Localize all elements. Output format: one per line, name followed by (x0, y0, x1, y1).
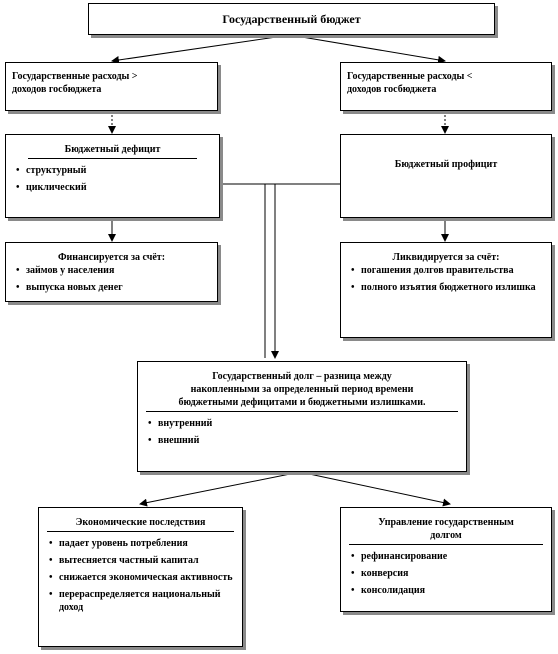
economic-consequences-box (38, 507, 243, 647)
deficit-financing-box (5, 242, 218, 302)
connector-root-left (112, 35, 290, 61)
expenses-below-line1: Государственные расходы < (347, 71, 473, 82)
list-item: • полного изъятия бюджетного излишка (349, 281, 543, 294)
debt-management-title-line1: Управление государственным (378, 517, 514, 528)
public-debt-list (146, 417, 458, 447)
surplus-liquidation-box (340, 242, 552, 338)
state-budget-box (88, 3, 495, 35)
public-debt-title-line1: Государственный долг – разница между (212, 371, 392, 382)
surplus-liquidation-title: Ликвидируется за счёт: (392, 252, 500, 263)
economic-consequences-list (47, 537, 234, 614)
budget-deficit-box (5, 134, 220, 218)
deficit-financing-list (14, 264, 209, 294)
list-item: • конверсия (349, 567, 543, 580)
list-item: • вытесняется частный капитал (47, 554, 234, 567)
list-item: • внутренний (146, 417, 458, 430)
list-item: • рефинансирование (349, 550, 543, 563)
budget-deficit-divider (28, 158, 197, 159)
list-item: • перераспределяется национальный доход (47, 588, 234, 614)
surplus-liquidation-list (349, 264, 543, 294)
expenses-below-line2: доходов госбюджета (347, 84, 437, 95)
budget-surplus-title: Бюджетный профицит (394, 159, 498, 170)
list-item: • циклический (14, 181, 211, 194)
debt-management-box (340, 507, 552, 612)
public-debt-title-line3: бюджетными дефицитами и бюджетными излишками. (178, 397, 426, 408)
public-debt-divider (146, 411, 458, 412)
expenses-exceed-box (5, 62, 218, 111)
list-item: • займов у населения (14, 264, 209, 277)
list-item: • структурный (14, 164, 211, 177)
budget-surplus-box (340, 134, 552, 218)
debt-management-list (349, 550, 543, 597)
list-item: • погашения долгов правительства (349, 264, 543, 277)
budget-deficit-title: Бюджетный дефицит (64, 144, 161, 155)
list-item: • снижается экономическая активность (47, 571, 234, 584)
public-debt-title-line2: накопленными за определенный период времени (190, 384, 414, 395)
debt-management-divider (349, 544, 543, 545)
budget-deficit-list (14, 164, 211, 194)
connector-debt-management (300, 472, 450, 504)
expenses-exceed-line1: Государственные расходы > (12, 71, 138, 82)
expenses-below-box (340, 62, 552, 111)
connector-root-right (290, 35, 445, 61)
economic-consequences-title: Экономические последствия (75, 517, 206, 528)
economic-consequences-divider (47, 531, 234, 532)
deficit-financing-title: Финансируется за счёт: (57, 252, 166, 263)
state-budget-title: Государственный бюджет (222, 12, 361, 26)
list-item: • внешний (146, 434, 458, 447)
debt-management-title-line2: долгом (430, 530, 462, 541)
list-item: • падает уровень потребления (47, 537, 234, 550)
connector-debt-consequences (140, 472, 300, 504)
list-item: • консолидация (349, 584, 543, 597)
expenses-exceed-line2: доходов госбюджета (12, 84, 102, 95)
public-debt-box (137, 361, 467, 472)
list-item: • выпуска новых денег (14, 281, 209, 294)
